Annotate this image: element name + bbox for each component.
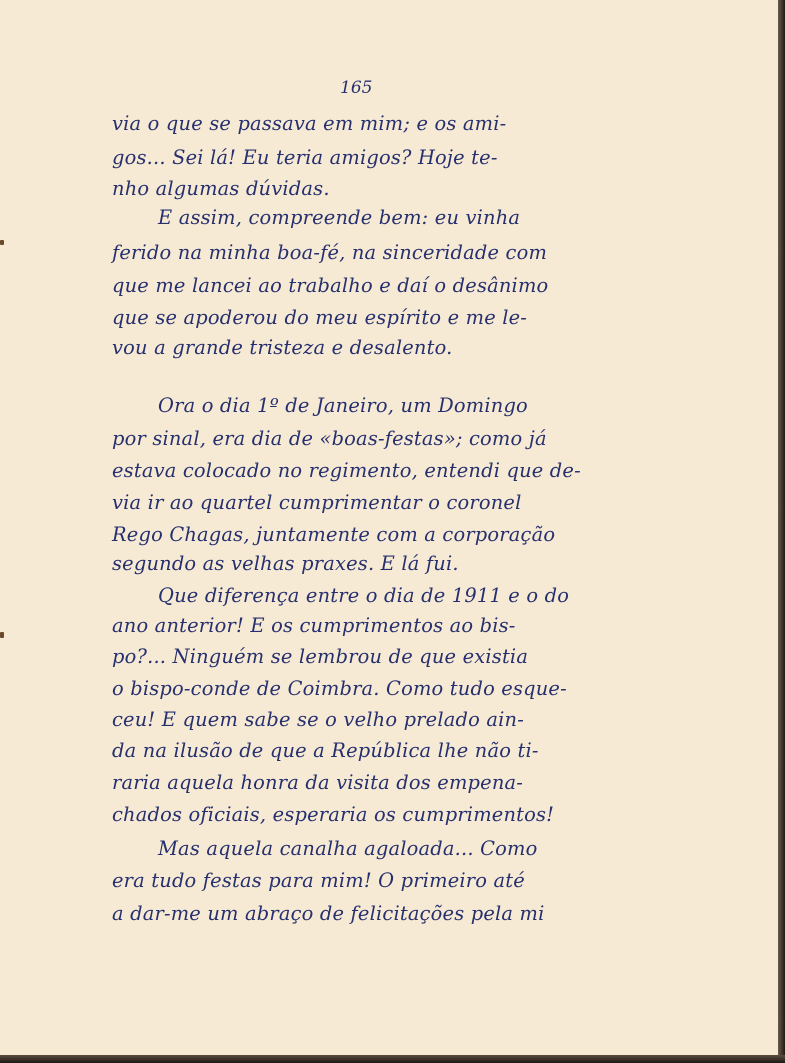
text-line-5: ferido na minha boa-fé, na sinceridade com — [112, 241, 548, 264]
text-line-22: chados oficiais, esperaria os cumprimentos! — [112, 803, 555, 826]
text-line-13: Rego Chagas, juntamente com a corporação — [112, 523, 556, 546]
text-line-17: po?... Ninguém se lembrou de que existia — [112, 645, 529, 668]
text-line-10: por sinal, era dia de «boas-festas»; como já — [112, 427, 547, 450]
book-spine-shadow — [778, 0, 785, 1063]
text-line-15: Que diferença entre o dia de 1911 e o do — [158, 584, 570, 607]
text-line-21: raria aquela honra da visita dos empena- — [112, 771, 524, 794]
text-line-7: que se apoderou do meu espírito e me le- — [112, 306, 528, 329]
text-line-20: da na ilusão de que a República lhe não ti- — [112, 739, 539, 762]
text-line-14: segundo as velhas praxes. E lá fui. — [112, 552, 459, 575]
text-line-4: E assim, compreende bem: eu vinha — [158, 206, 521, 229]
page-number: 165 — [340, 78, 373, 98]
text-line-12: via ir ao quartel cumprimentar o coronel — [112, 491, 522, 514]
text-line-11: estava colocado no regimento, entendi que de- — [112, 459, 581, 482]
text-line-25: a dar-me um abraço de felicitações pela mi — [112, 902, 545, 925]
text-line-24: era tudo festas para mim! O primeiro até — [112, 869, 525, 892]
text-line-3: nho algumas dúvidas. — [112, 177, 330, 200]
text-line-18: o bispo-conde de Coimbra. Como tudo esque- — [112, 677, 567, 700]
text-line-16: ano anterior! E os cumprimentos ao bis- — [112, 614, 516, 637]
text-line-19: ceu! E quem sabe se o velho prelado ain- — [112, 708, 524, 731]
text-line-9: Ora o dia 1º de Janeiro, um Domingo — [158, 394, 528, 417]
text-line-8: vou a grande tristeza e desalento. — [112, 336, 453, 359]
margin-mark-lower — [0, 632, 4, 638]
text-line-1: via o que se passava em mim; e os ami- — [112, 112, 507, 135]
page-bottom-edge — [0, 1055, 785, 1063]
text-line-2: gos... Sei lá! Eu teria amigos? Hoje te- — [112, 146, 498, 169]
text-line-23: Mas aquela canalha agaloada... Como — [158, 837, 538, 860]
text-line-6: que me lancei ao trabalho e daí o desânimo — [112, 274, 549, 297]
margin-mark-upper — [0, 240, 4, 245]
